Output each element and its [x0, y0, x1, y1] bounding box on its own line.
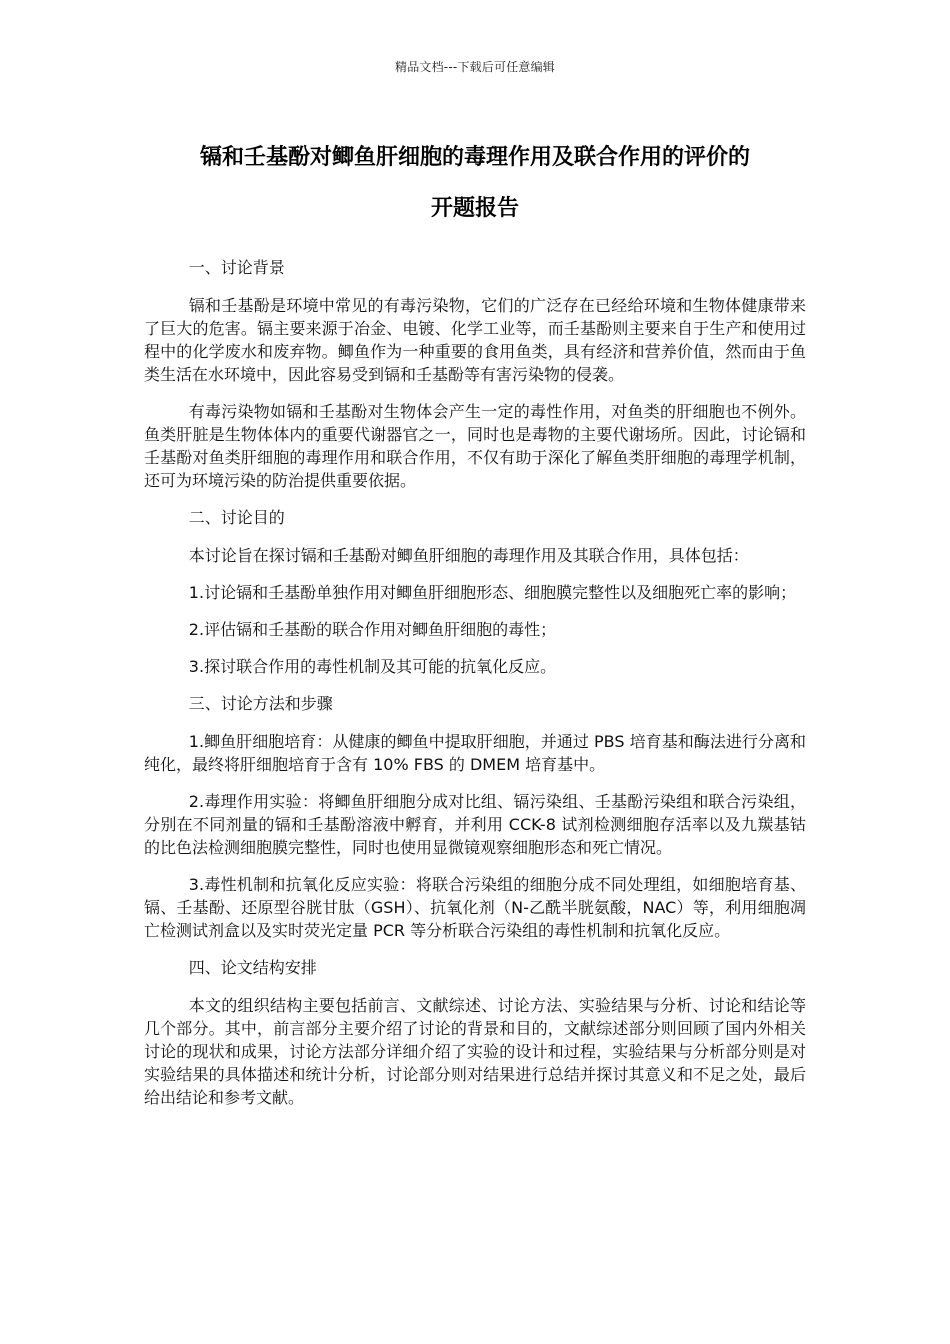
list-item: 2.毒理作用实验：将鲫鱼肝细胞分成对比组、镉污染组、壬基酚污染组和联合污染组，分别在不同剂量的镉和壬基酚溶液中孵育，并利用 CCK-8 试剂检测细胞存活率以及九羰基钴的比色法检测细胞膜完整性，同时也使用显微镜观察细胞形态和死亡情况。	[144, 792, 806, 857]
section-heading-purpose: 二、讨论目的	[188, 508, 285, 527]
list-item: 1.讨论镉和壬基酚单独作用对鲫鱼肝细胞形态、细胞膜完整性以及细胞死亡率的影响；	[188, 583, 797, 602]
header-note: 精品文档---下载后可任意编辑	[395, 60, 555, 74]
title-line-1: 镉和壬基酚对鲫鱼肝细胞的毒理作用及联合作用的评价的	[199, 145, 750, 170]
paragraph: 本文的组织结构主要包括前言、文献综述、讨论方法、实验结果与分析、讨论和结论等几个部分。其中，前言部分主要介绍了讨论的背景和目的，文献综述部分则回顾了国内外相关讨论的现状和成果，讨论方法部分详细介绍了实验的设计和过程，实验结果与分析部分则是对实验结果的具体描述和统计分析，讨论部分则对结果进行总结并探讨其意义和不足之处，最后给出结论和参考文献。	[144, 996, 806, 1107]
list-item: 1.鲫鱼肝细胞培育：从健康的鲫鱼中提取肝细胞，并通过 PBS 培育基和酶法进行分离和纯化，最终将肝细胞培育于含有 10% FBS 的 DMEM 培育基中。	[144, 732, 806, 774]
paragraph: 有毒污染物如镉和壬基酚对生物体会产生一定的毒性作用，对鱼类的肝细胞也不例外。鱼类肝脏是生物体体内的重要代谢器官之一，同时也是毒物的主要代谢场所。因此，讨论镉和壬基酚对鱼类肝细胞的毒理作用和联合作用，不仅有助于深化了解鱼类肝细胞的毒理学机制，还可为环境污染的防治提供重要依据。	[144, 402, 806, 490]
list-item: 2.评估镉和壬基酚的联合作用对鲫鱼肝细胞的毒性；	[188, 620, 557, 639]
document-title	[140, 132, 810, 234]
title-line-2: 开题报告	[430, 196, 519, 221]
section-heading-background: 一、讨论背景	[188, 258, 285, 277]
section-heading-methods: 三、讨论方法和步骤	[188, 694, 333, 713]
section-heading-structure: 四、论文结构安排	[188, 958, 317, 977]
document-body	[144, 256, 806, 1123]
list-item: 3.探讨联合作用的毒性机制及其可能的抗氧化反应。	[188, 657, 557, 676]
paragraph: 本讨论旨在探讨镉和壬基酚对鲫鱼肝细胞的毒理作用及其联合作用，具体包括：	[188, 546, 749, 565]
list-item: 3.毒性机制和抗氧化反应实验：将联合污染组的细胞分成不同处理组，如细胞培育基、镉、壬基酚、还原型谷胱甘肽（GSH）、抗氧化剂（N-乙酰半胱氨酸，NAC）等，利用细胞凋亡检测试剂盒以及实时荧光定量 PCR 等分析联合污染组的毒性机制和抗氧化反应。	[144, 875, 806, 940]
paragraph: 镉和壬基酚是环境中常见的有毒污染物，它们的广泛存在已经给环境和生物体健康带来了巨大的危害。镉主要来源于冶金、电镀、化学工业等，而壬基酚则主要来自于生产和使用过程中的化学废水和废弃物。鲫鱼作为一种重要的食用鱼类，具有经济和营养价值，然而由于鱼类生活在水环境中，因此容易受到镉和壬基酚等有害污染物的侵袭。	[144, 296, 806, 384]
